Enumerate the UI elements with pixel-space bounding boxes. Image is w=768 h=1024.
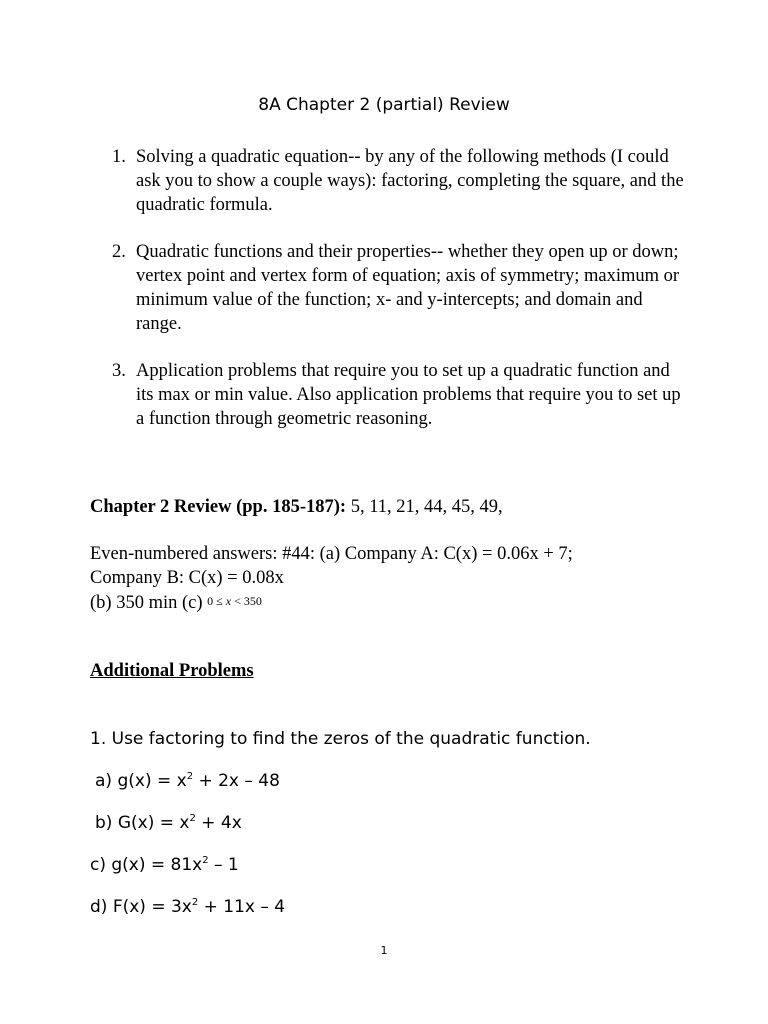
inequality-right: < 350 bbox=[231, 594, 262, 608]
exponent: 2 bbox=[186, 771, 194, 782]
inequality-expression bbox=[207, 594, 262, 608]
exponent: 2 bbox=[202, 855, 209, 866]
chapter-review-line bbox=[90, 495, 503, 519]
part-text: + 11x – 4 bbox=[198, 897, 286, 917]
even-answers-block bbox=[90, 543, 690, 616]
part-text: d) F(x) = 3x bbox=[90, 897, 192, 917]
problem-part-b bbox=[95, 813, 242, 833]
review-topic-item bbox=[90, 145, 690, 217]
inequality-left: 0 ≤ bbox=[207, 594, 226, 608]
list-item-text: Quadratic functions and their properties-- whether they open up or down; vertex point and vertex form of equation; axis of symmetry; maximum or minimum value of the function; x- and y-intercepts; and domain and range. bbox=[136, 242, 680, 334]
even-answers-prefix: (b) 350 min (c) bbox=[90, 593, 208, 613]
page-number: 1 bbox=[380, 944, 388, 957]
list-number: 1. bbox=[112, 147, 126, 167]
review-topic-item bbox=[90, 240, 690, 336]
chapter-review-label: Chapter 2 Review (pp. 185-187): bbox=[90, 497, 347, 517]
page-title: 8A Chapter 2 (partial) Review bbox=[258, 95, 510, 115]
part-text: + 2x – 48 bbox=[193, 771, 280, 791]
inequality-variable: x bbox=[225, 594, 232, 608]
list-item-text: Solving a quadratic equation-- by any of the following methods (I could ask you to show a couple ways): factoring, completing the square, and the quadratic formula. bbox=[136, 147, 684, 215]
review-topics-list bbox=[90, 145, 690, 454]
exponent: 2 bbox=[191, 897, 199, 908]
part-text: c) g(x) = 81x bbox=[90, 855, 203, 875]
problem-part-d bbox=[90, 897, 285, 917]
review-topic-item bbox=[90, 359, 690, 431]
problem-part-a bbox=[95, 771, 280, 791]
even-answers-line-2: Company B: C(x) = 0.08x bbox=[90, 567, 284, 588]
exponent: 2 bbox=[189, 813, 196, 824]
list-item-text: Application problems that require you to set up a quadratic function and its max or min value. Also application problems that require you to set up a function through geometric reasoning. bbox=[136, 361, 681, 429]
problem-1-intro: 1. Use factoring to find the zeros of the quadratic function. bbox=[90, 729, 591, 749]
part-text: – 1 bbox=[208, 855, 239, 875]
even-answers-line-3 bbox=[90, 590, 690, 616]
part-text: + 4x bbox=[195, 813, 242, 833]
part-text: a) g(x) = x bbox=[95, 771, 187, 791]
problem-part-c bbox=[90, 855, 239, 875]
part-text: b) G(x) = x bbox=[95, 813, 190, 833]
list-number: 2. bbox=[112, 242, 126, 262]
even-answers-line-1: Even-numbered answers: #44: (a) Company A: C(x) = 0.06x + 7; bbox=[90, 544, 573, 564]
list-number: 3. bbox=[112, 361, 126, 381]
additional-problems-heading: Additional Problems bbox=[90, 661, 254, 681]
chapter-review-problems: 5, 11, 21, 44, 45, 49, bbox=[346, 497, 503, 517]
